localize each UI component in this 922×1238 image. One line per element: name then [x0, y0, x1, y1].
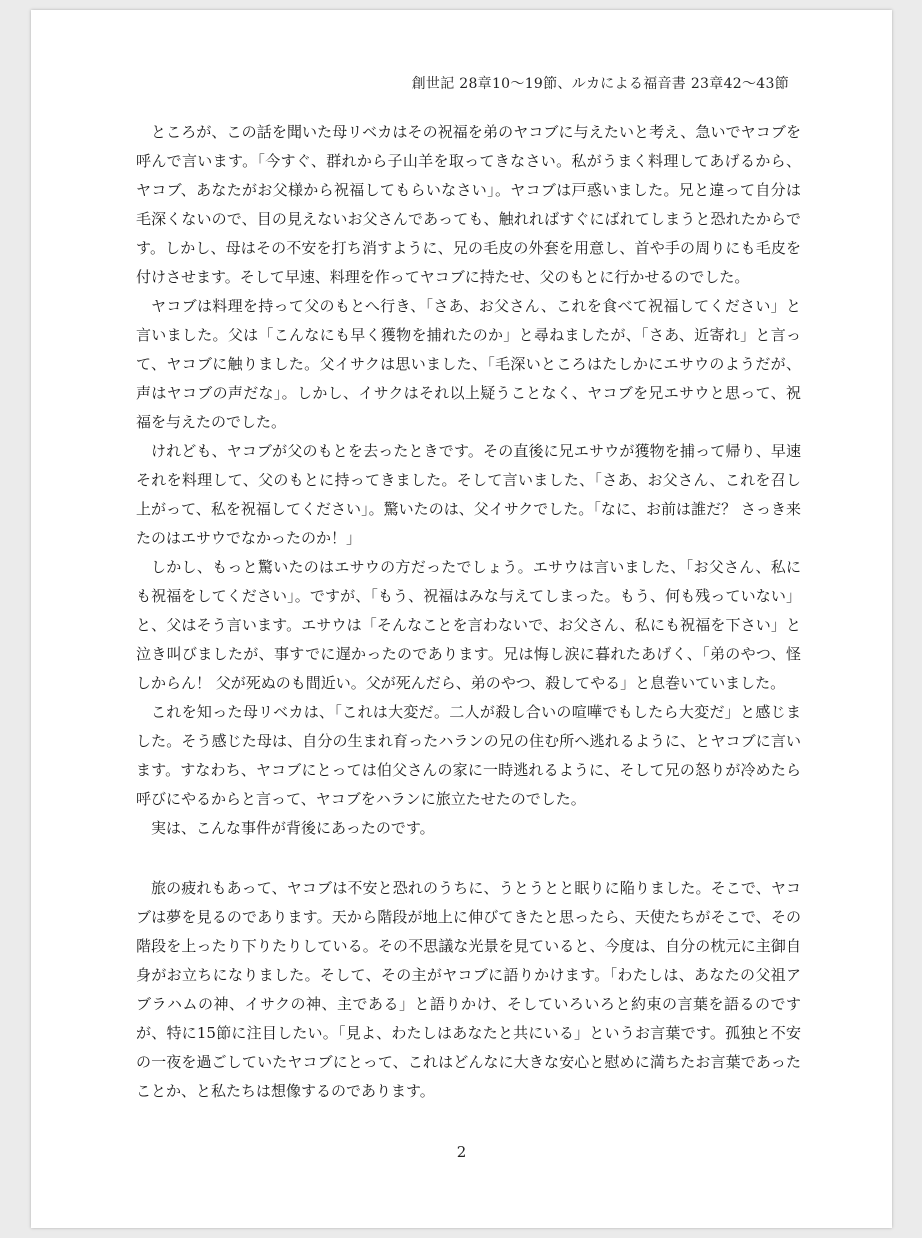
paragraph: これを知った母リベカは、「これは大変だ。二人が殺し合いの喧嘩でもしたら大変だ」と感じました。そう感じた母は、自分の生まれ育ったハランの兄の住む所へ逃れるように、とヤコブに言います。すなわち、ヤコブにとっては伯父さんの家に一時逃れるように、そして兄の怒りが冷めたら呼びにやるからと言って、ヤコブをハランに旅立たせたのでした。 — [136, 703, 801, 808]
document-page — [31, 10, 892, 1228]
paragraph: 実は、こんな事件が背後にあったのです。 — [151, 819, 435, 837]
paragraph: けれども、ヤコブが父のもとを去ったときです。その直後に兄エサウが獲物を捕って帰り、早速それを料理して、父のもとに持ってきました。そして言いました、「さあ、お父さん、これを召し上がって、私を祝福してください」。驚いたのは、父イサクでした。「なに、お前は誰だ？ さっき来たのはエサウでなかったのか！」 — [136, 442, 801, 547]
paragraph: ところが、この話を聞いた母リベカはその祝福を弟のヤコブに与えたいと考え、急いでヤコブを呼んで言います。「今すぐ、群れから子山羊を取ってきなさい。私がうまく料理してあげるから、ヤコブ、あなたがお父様から祝福してもらいなさい」。ヤコブは戸惑いました。兄と違って自分は毛深くないので、目の見えないお父さんであっても、触れればすぐにばれてしまうと恐れたからです。しかし、母はその不安を打ち消すように、兄の毛皮の外套を用意し、首や手の周りにも毛皮を付けさせます。そして早速、料理を作ってヤコブに持たせ、父のもとに行かせるのでした。 — [136, 123, 801, 286]
scripture-reference-header: 創世記 28章10～19節、ルカによる福音書 23章42～43節 — [411, 76, 789, 92]
document-body — [136, 118, 801, 1106]
page-number: 2 — [456, 1143, 467, 1161]
paragraph: ヤコブは料理を持って父のもとへ行き、「さあ、お父さん、これを食べて祝福してください」と言いました。父は「こんなにも早く獲物を捕れたのか」と尋ねましたが、「さあ、近寄れ」と言って、ヤコブに触りました。父イサクは思いました、「毛深いところはたしかにエサウのようだが、声はヤコブの声だな」。しかし、イサクはそれ以上疑うことなく、ヤコブを兄エサウと思って、祝福を与えたのでした。 — [136, 297, 801, 431]
paragraph: 旅の疲れもあって、ヤコブは不安と恐れのうちに、うとうとと眠りに陥りました。そこで、ヤコブは夢を見るのであります。天から階段が地上に伸びてきたと思ったら、天使たちがそこで、その階段を上ったり下りたりしている。その不思議な光景を見ていると、今度は、自分の枕元に主御自身がお立ちになりました。そして、その主がヤコブに語りかけます。「わたしは、あなたの父祖アブラハムの神、イサクの神、主である」と語りかけ、そしていろいろと約束の言葉を語るのですが、特に15節に注目したい。「見よ、わたしはあなたと共にいる」というお言葉です。孤独と不安の一夜を過ごしていたヤコブにとって、これはどんなに大きな安心と慰めに満ちたお言葉であったことか、と私たちは想像するのであります。 — [136, 879, 801, 1100]
paragraph: しかし、もっと驚いたのはエサウの方だったでしょう。エサウは言いました、「お父さん、私にも祝福をしてください」。ですが、「もう、祝福はみな与えてしまった。もう、何も残っていない」と、父はそう言います。エサウは「そんなことを言わないで、お父さん、私にも祝福を下さい」と泣き叫びましたが、事すでに遅かったのであります。兄は悔し涙に暮れたあげく、「弟のやつ、怪しからん！ 父が死ぬのも間近い。父が死んだら、弟のやつ、殺してやる」と息巻いていました。 — [136, 558, 801, 692]
